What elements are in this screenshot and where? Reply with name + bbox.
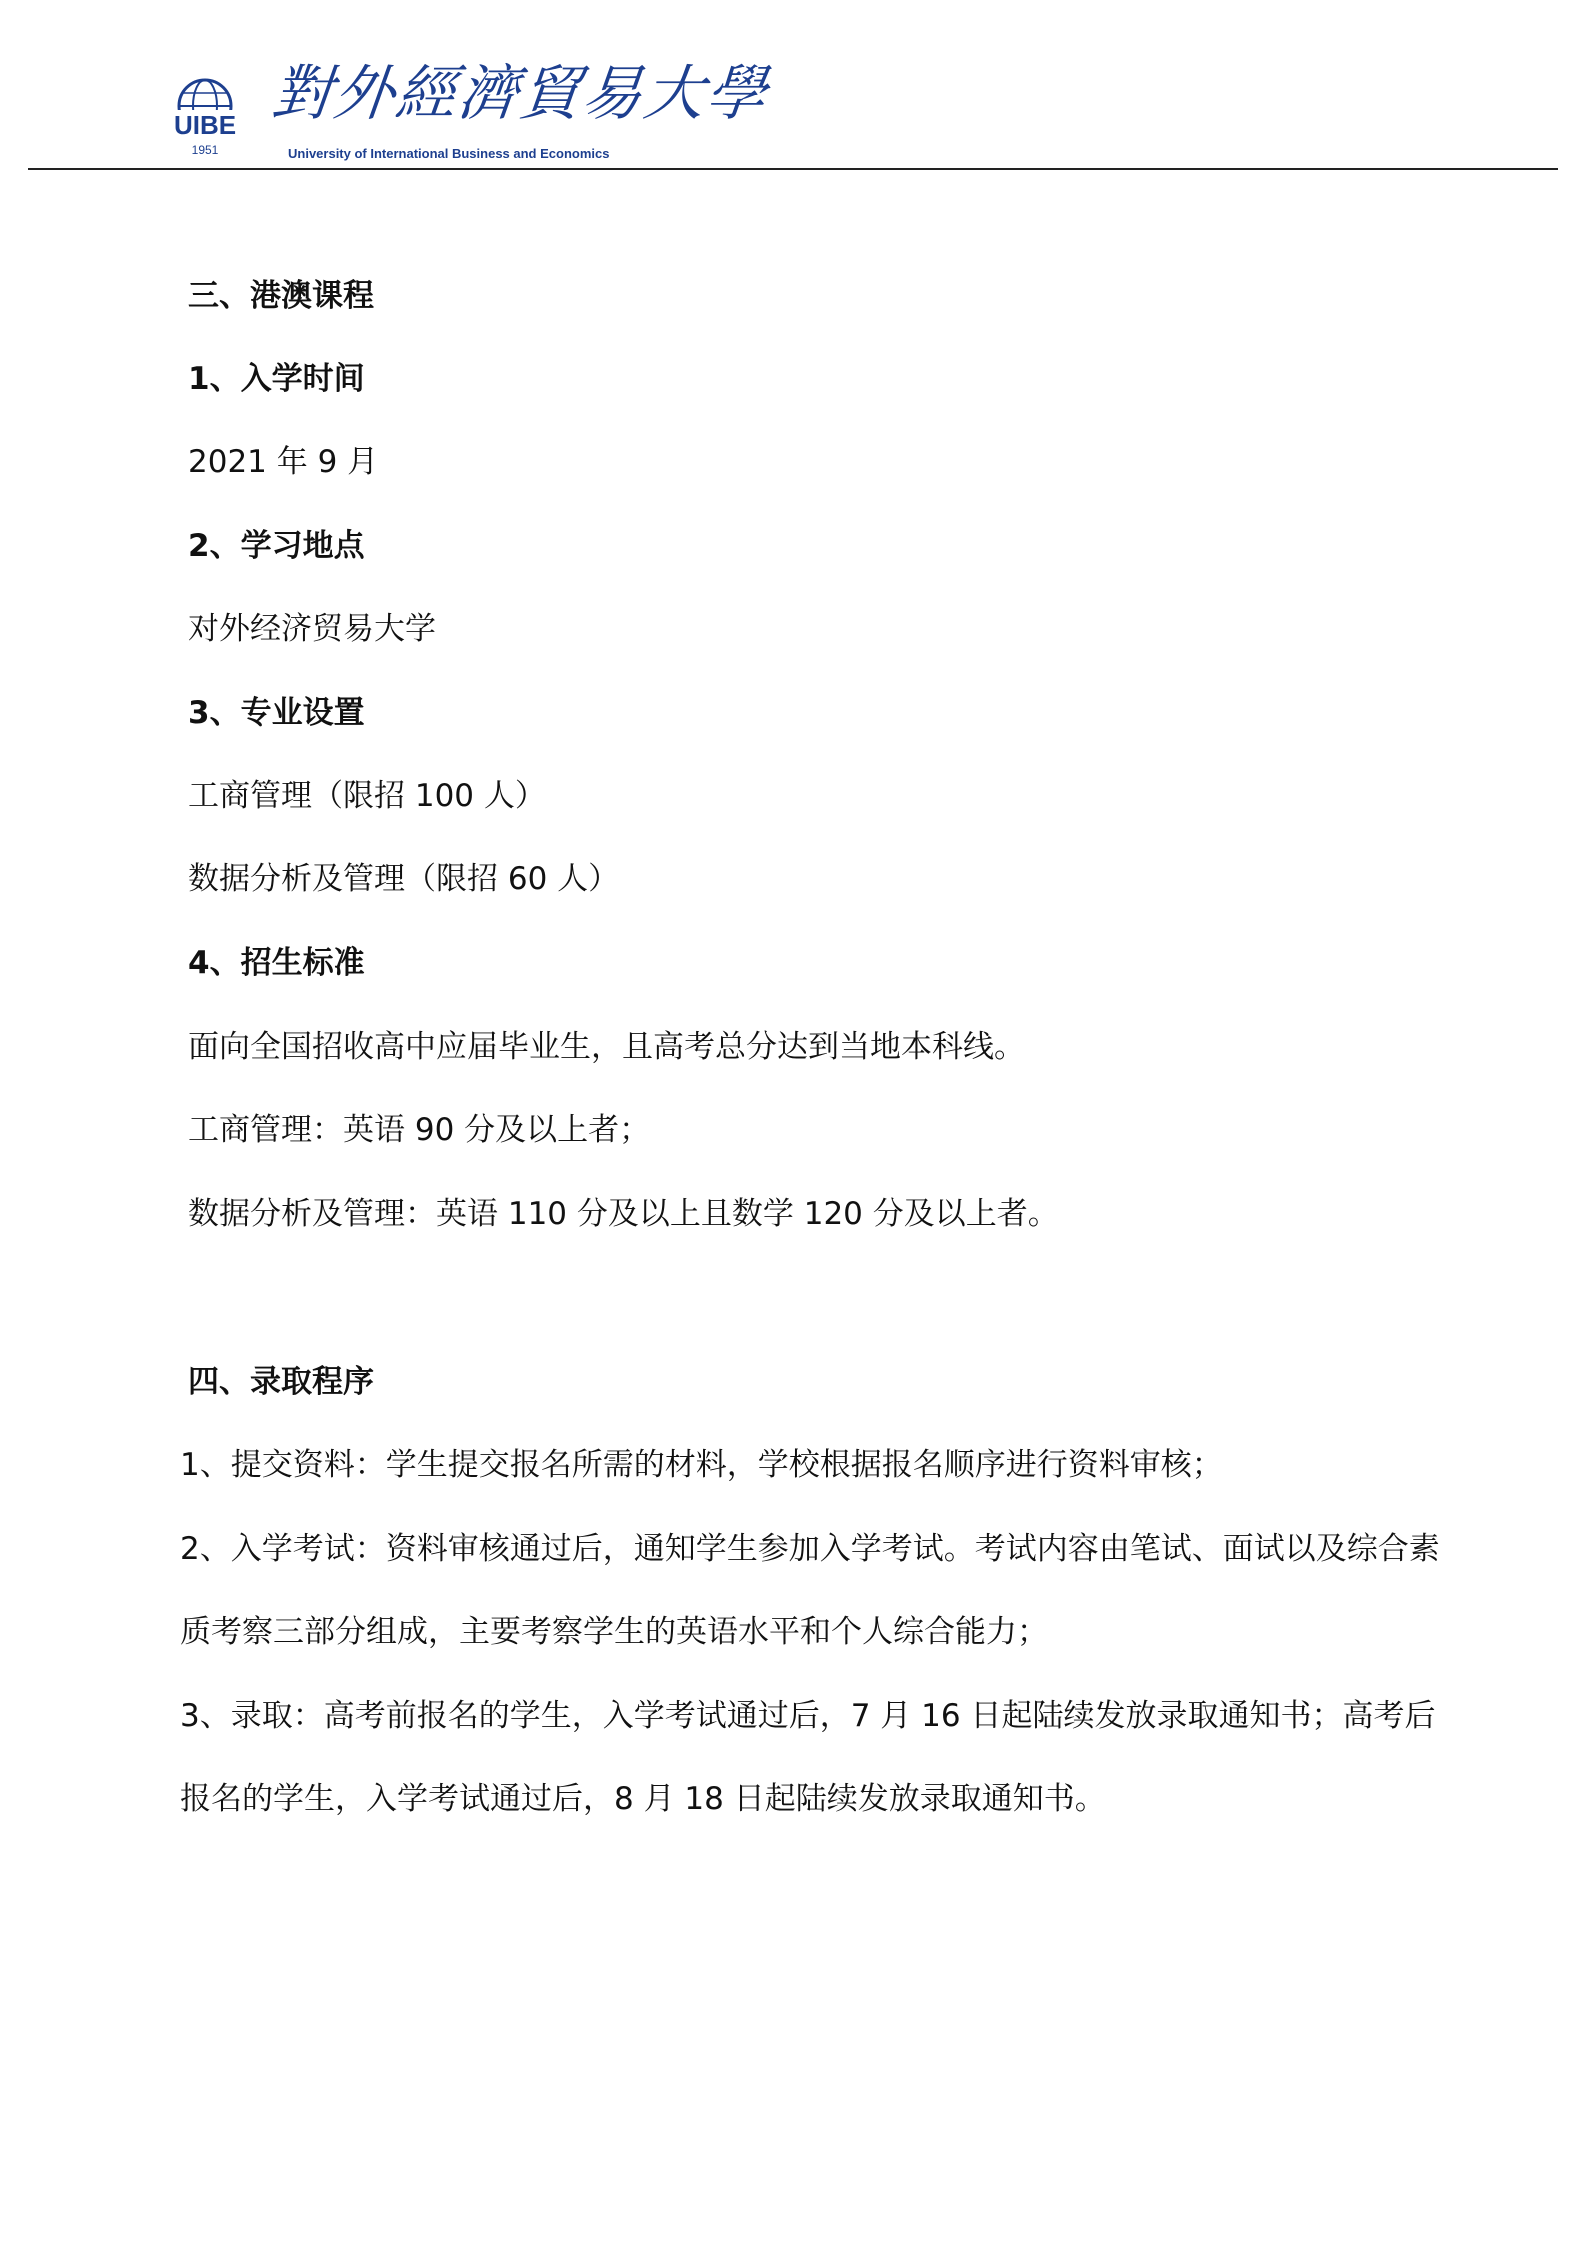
emblem-letters: UIBE bbox=[173, 110, 237, 140]
section-4-line: 报名的学生，入学考试通过后，8 月 18 日起陆续发放录取通知书。 bbox=[180, 1781, 1106, 1817]
item-1-text: 2021 年 9 月 bbox=[188, 444, 379, 480]
uibe-emblem-logo bbox=[160, 70, 250, 160]
university-name-english: University of International Business and Economics bbox=[288, 146, 610, 161]
section-4-line: 1、提交资料：学生提交报名所需的材料，学校根据报名顺序进行资料审核； bbox=[180, 1447, 1223, 1483]
item-1-heading: 1、入学时间 bbox=[188, 361, 365, 397]
item-3-line: 数据分析及管理（限招 60 人） bbox=[188, 861, 620, 897]
page-header bbox=[0, 0, 1587, 170]
item-2-heading: 2、学习地点 bbox=[188, 528, 365, 564]
emblem-year: 1951 bbox=[191, 143, 219, 157]
item-3-heading: 3、专业设置 bbox=[188, 695, 365, 731]
header-divider bbox=[28, 168, 1558, 170]
section-4-line: 3、录取：高考前报名的学生，入学考试通过后，7 月 16 日起陆续发放录取通知书；高考后 bbox=[180, 1698, 1436, 1734]
item-4-line: 数据分析及管理：英语 110 分及以上且数学 120 分及以上者。 bbox=[188, 1196, 1059, 1232]
section-4-line: 2、入学考试：资料审核通过后，通知学生参加入学考试。考试内容由笔试、面试以及综合素 bbox=[180, 1531, 1440, 1567]
university-name-chinese: 對外經濟貿易大學 bbox=[268, 59, 772, 129]
item-4-heading: 4、招生标准 bbox=[188, 945, 365, 981]
section-4-line: 质考察三部分组成，主要考察学生的英语水平和个人综合能力； bbox=[180, 1614, 1048, 1650]
section-3-heading: 三、港澳课程 bbox=[188, 278, 374, 314]
item-4-line: 面向全国招收高中应届毕业生，且高考总分达到当地本科线。 bbox=[188, 1029, 1025, 1065]
section-4-heading: 四、录取程序 bbox=[188, 1364, 374, 1400]
item-4-line: 工商管理：英语 90 分及以上者； bbox=[188, 1112, 651, 1148]
item-2-text: 对外经济贸易大学 bbox=[188, 611, 436, 647]
item-3-line: 工商管理（限招 100 人） bbox=[188, 778, 546, 814]
